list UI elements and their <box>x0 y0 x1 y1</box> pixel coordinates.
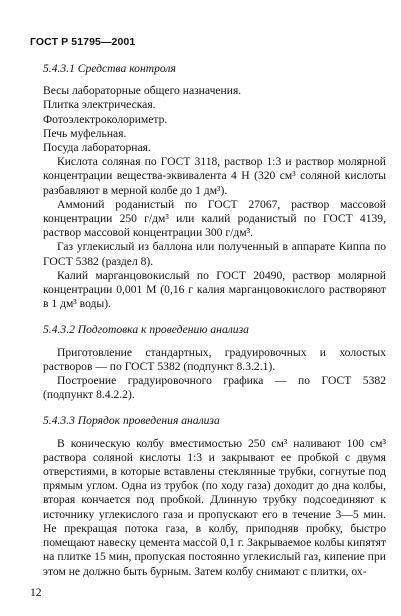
list-item: Плитка электрическая. <box>43 98 156 112</box>
spacer <box>43 311 386 323</box>
section-heading-5-4-3-1: 5.4.3.1 Средства контроля <box>43 62 176 75</box>
paragraph: Газ углекислый из баллона или полученный в аппарате Киппа по ГОСТ 5382 (раздел 8). <box>43 240 386 268</box>
paragraph: Построение градуировочного графика — по ГОСТ 5382 (подпункт 8.4.2.2). <box>43 374 386 402</box>
page-number: 12 <box>30 586 42 599</box>
list-item: Печь муфельная. <box>43 126 127 140</box>
list-item: Фотоэлектроколориметр. <box>43 112 168 126</box>
list-item: Весы лабораторные общего назначения. <box>43 84 242 98</box>
paragraph: Аммоний роданистый по ГОСТ 27067, раствор массовой концентрации 250 г/дм³ или калий роданистый по ГОСТ 4139, раствор массовой концентрации 300 г/дм³. <box>43 197 386 240</box>
section-heading-5-4-3-3: 5.4.3.3 Порядок проведения анализа <box>43 414 220 428</box>
section-heading-5-4-3-2: 5.4.3.2 Подготовка к проведению анализа <box>43 323 249 337</box>
equipment-list <box>43 84 386 155</box>
spacer <box>43 402 386 414</box>
paragraph: В коническую колбу вместимостью 250 см³ наливают 100 см³ раствора соляной кислоты 1:3 и закрывают ее пробкой с двумя отверстиями, в которые вставлены стеклянные трубки, согнутые под прямым углом. Одна из трубок (по ходу газа) доходит до дна колбы, вторая кончается под пробкой. Длинную трубку подсоединяют к источнику углекислого газа и пропускают его в течение 3—5 мин. Не прекращая потока газа, в колбу, приподняв пробку, быстро помещают навеску цемента массой 0,1 г. Закрываемое колбы кипятят на плитке 15 мин, пропуская постоянно углекислый газ, кипение при этом не должно быть бурным. Затем колбу снимают с плитки, ох- <box>43 436 386 578</box>
list-item: Посуда лабораторная. <box>43 141 151 155</box>
document-header: ГОСТ Р 51795—2001 <box>30 36 136 48</box>
paragraph: Кислота соляная по ГОСТ 3118, раствор 1:3 и раствор молярной концентрации вещества-эквивалента 4 Н (320 см³ соляной кислоты разбавляют в мерной колбе до 1 дм³). <box>43 155 386 197</box>
document-body <box>43 62 386 579</box>
paragraph: Приготовление стандартных, градуировочных и холостых растворов — по ГОСТ 5382 (подпункт 8.3.2.1). <box>43 345 386 373</box>
paragraph: Калий марганцовокислый по ГОСТ 20490, раствор молярной концентрации 0,001 М (0,16 г калия марганцовокислого растворяют в 1 дм³ воды). <box>43 268 386 311</box>
